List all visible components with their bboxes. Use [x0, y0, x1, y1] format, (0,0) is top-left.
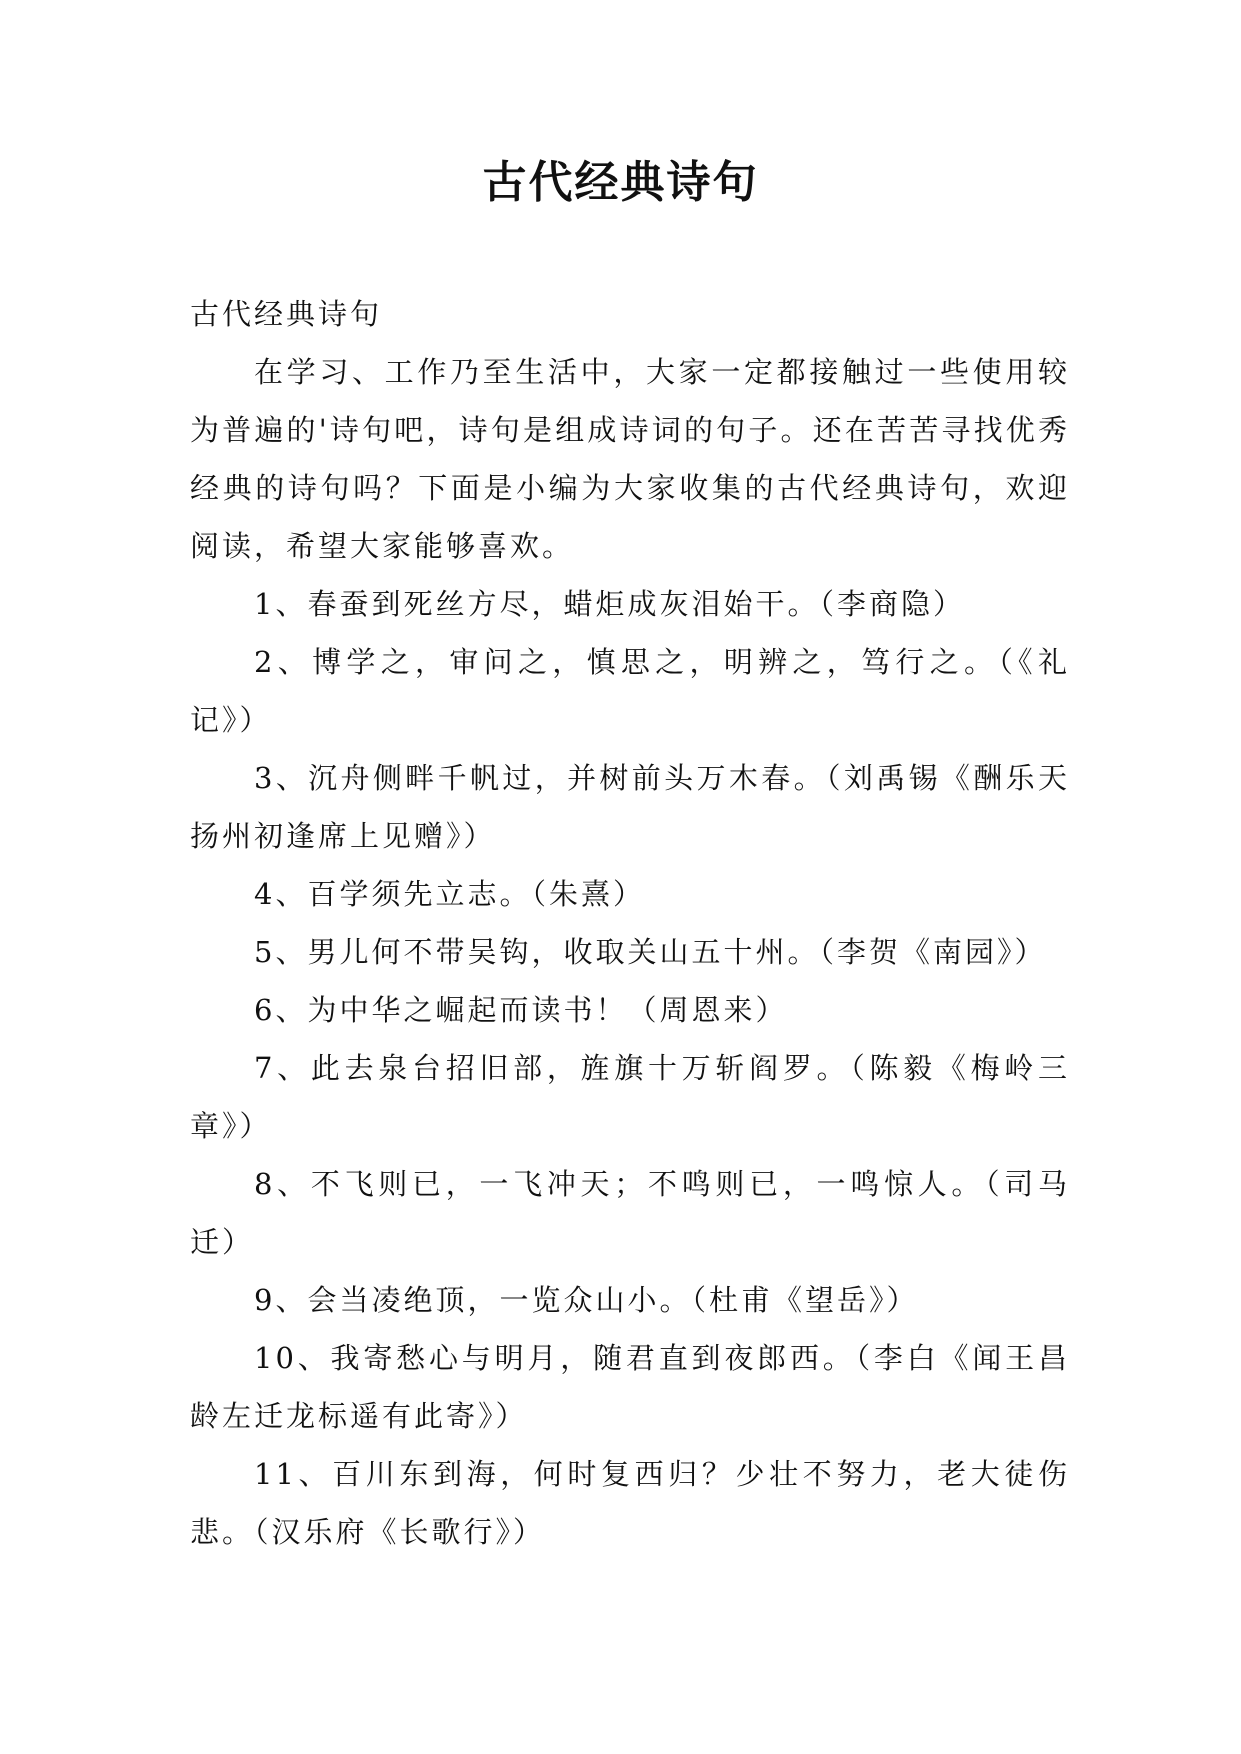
poem-item-2: 2、博学之，审问之，慎思之，明辨之，笃行之。（《礼记》）: [190, 645, 1070, 737]
poem-item-3: 3、沉舟侧畔千帆过，并树前头万木春。（刘禹锡《酬乐天扬州初逢席上见赠》）: [190, 761, 1070, 853]
poem-item-6: 6、为中华之崛起而读书！（周恩来）: [254, 993, 788, 1027]
poem-item-1: 1、春蚕到死丝方尽，蜡炬成灰泪始干。（李商隐）: [254, 587, 965, 621]
poem-item-11: 11、百川东到海，何时复西归？少壮不努力，老大徒伤悲。（汉乐府《长歌行》）: [190, 1457, 1070, 1549]
intro-paragraph: 在学习、工作乃至生活中，大家一定都接触过一些使用较为普遍的'诗句吧，诗句是组成诗词的句子。还在苦苦寻找优秀经典的诗句吗？下面是小编为大家收集的古代经典诗句，欢迎阅读，希望大家能够喜欢。: [190, 355, 1070, 563]
poem-item-8: 8、不飞则已，一飞冲天；不鸣则已，一鸣惊人。（司马迁）: [190, 1167, 1070, 1259]
poem-item-10: 10、我寄愁心与明月，随君直到夜郎西。（李白《闻王昌龄左迁龙标遥有此寄》）: [190, 1341, 1070, 1433]
poem-item-7: 7、此去泉台招旧部，旌旗十万斩阎罗。（陈毅《梅岭三章》）: [190, 1051, 1070, 1143]
document-title: 古代经典诗句: [482, 157, 759, 208]
document-body: [190, 285, 1070, 1561]
section-heading: 古代经典诗句: [190, 297, 383, 331]
poem-item-9: 9、会当凌绝顶，一览众山小。（杜甫《望岳》）: [254, 1283, 919, 1317]
poem-item-5: 5、男儿何不带吴钩，收取关山五十州。（李贺《南园》）: [254, 935, 1047, 969]
poem-item-4: 4、百学须先立志。（朱熹）: [254, 877, 645, 911]
